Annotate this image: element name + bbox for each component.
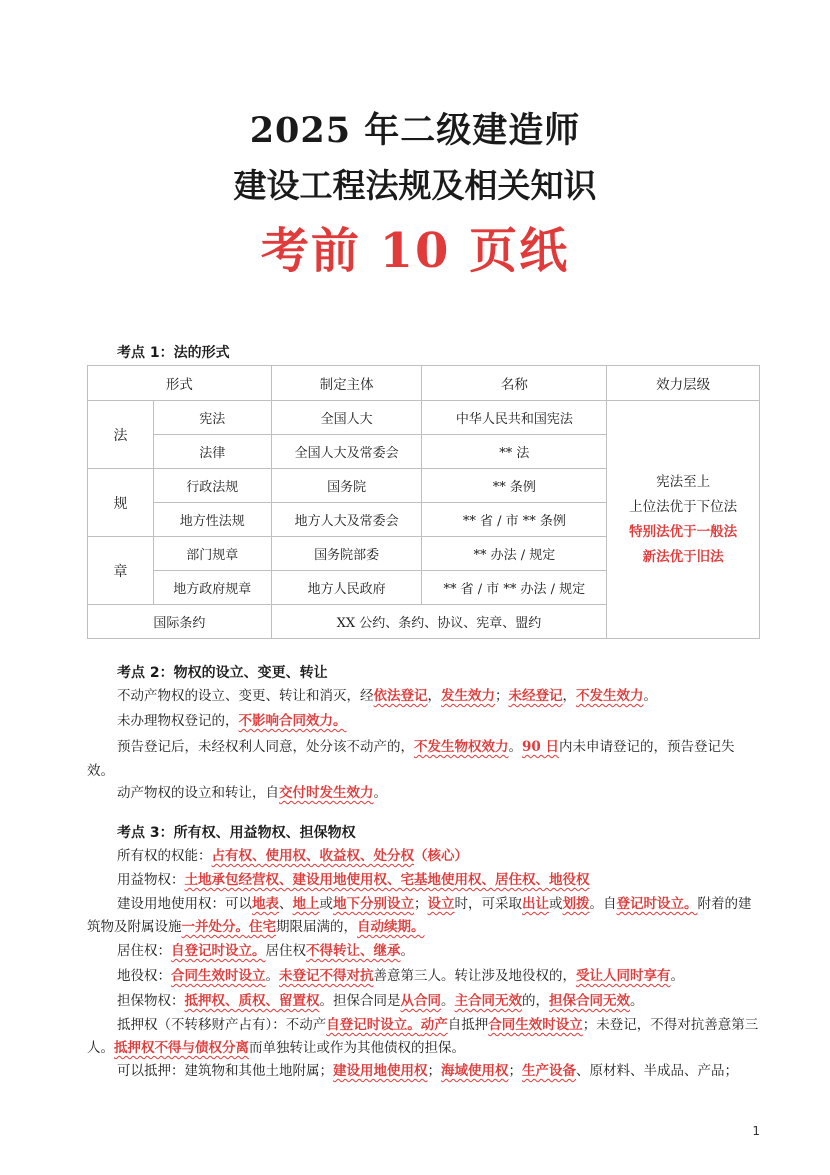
text: ； (427, 1063, 441, 1079)
text: 。 (630, 993, 644, 1009)
text: 。担保合同是 (319, 993, 401, 1009)
paragraph (87, 870, 760, 890)
effect-line: 宪法至上 (656, 473, 711, 490)
text: 动产物权的设立和转让，自 (117, 785, 279, 801)
paragraph (87, 735, 760, 783)
text: ； (414, 896, 428, 912)
section-title-kp1: 考点 1：法的形式 (117, 345, 230, 361)
effect-line-highlight: 特别法优于一般法 (629, 523, 738, 540)
highlight: 建设用地使用权 (333, 1063, 428, 1079)
section-title-kp3: 考点 3：所有权、用益物权、担保物权 (117, 825, 356, 841)
law-forms-table (87, 365, 760, 639)
text: 。 (441, 993, 455, 1009)
doc-title-exam: 2025 年二级建造师 (249, 110, 581, 151)
highlight: 动产 (420, 1017, 448, 1033)
highlight: 自登记时设立。 (171, 943, 266, 959)
section-title-kp2: 考点 2：物权的设立、变更、转让 (117, 665, 328, 681)
cell-name: 中华人民共和国宪法 (422, 401, 607, 435)
paragraph (87, 686, 760, 706)
text: 、 (279, 896, 293, 912)
effect-line-highlight: 新法优于旧法 (642, 548, 724, 565)
effect-cell (607, 401, 760, 639)
text: ；未登记，不得对抗善意第三人。 (87, 1017, 759, 1056)
highlight: 主合同无效 (454, 993, 522, 1009)
text: 可以抵押：建筑物和其他土地附属； (117, 1063, 333, 1079)
cell-name: ** 法 (422, 435, 607, 469)
text: 或 (549, 896, 563, 912)
paragraph (87, 893, 760, 939)
col-header-body: 制定主体 (271, 366, 422, 401)
text: ； (508, 1063, 522, 1079)
highlight: 地下分别设立 (333, 896, 414, 912)
cell-name: ** 省 / 市 ** 办法 / 规定 (422, 571, 607, 605)
cell-name: XX 公约、条约、协议、宪章、盟约 (271, 605, 606, 639)
text: 内未申请登记的，预告登记失效。 (87, 739, 735, 779)
doc-title-subject: 建设工程法规及相关知识 (233, 166, 597, 205)
highlight: 合同生效时设立 (171, 968, 266, 984)
highlight: 一并处分。 (181, 919, 249, 935)
text: 。 (670, 968, 684, 984)
page-number: 1 (752, 1124, 760, 1138)
text: 。自 (589, 896, 617, 912)
highlight: 抵押权不得与债权分离 (114, 1040, 249, 1056)
highlight: 出让 (522, 896, 549, 912)
text: 居住权： (117, 943, 171, 959)
col-header-form: 形式 (88, 366, 272, 401)
paragraph (87, 783, 760, 803)
cell-body: 国务院 (271, 469, 422, 503)
text: 的， (522, 993, 549, 1009)
text: 担保物权： (117, 993, 185, 1009)
text: ， (562, 688, 576, 704)
group-zhang: 章 (88, 537, 154, 605)
highlight: 受让人同时享有 (576, 968, 671, 984)
highlight: 地上 (292, 896, 320, 912)
highlight: 不发生物权效力 (414, 739, 509, 755)
cell-body: 全国人大 (271, 401, 422, 435)
paragraph (87, 711, 760, 731)
highlight: 不发生效力 (576, 688, 644, 704)
text: 地役权： (117, 968, 171, 984)
highlight: 未登记不得对抗 (279, 968, 374, 984)
paragraph (87, 941, 760, 961)
highlight: 抵押权、质权、留置权 (184, 993, 320, 1009)
highlight: 不得转让、继承 (306, 943, 401, 959)
text: 。 (643, 688, 657, 704)
text: 。 (373, 785, 387, 801)
highlight: 未经登记 (508, 688, 563, 704)
cell-name: ** 省 / 市 ** 条例 (422, 503, 607, 537)
text: 、原材料、半成品、产品； (576, 1063, 738, 1079)
paragraph (87, 846, 760, 866)
highlight: 占有权、使用权、收益权、处分权 (211, 848, 414, 864)
text: 不动产物权的设立、变更、转让和消灭，经 (117, 688, 374, 704)
cell-body: 全国人大及常委会 (271, 435, 422, 469)
highlight: 不影响合同效力。 (238, 713, 347, 729)
highlight: 发生效力 (441, 688, 495, 704)
highlight: 自登记时设立。 (326, 1017, 421, 1033)
highlight: 担保合同无效 (549, 993, 630, 1009)
highlight: 交付时发生效力 (279, 785, 374, 801)
highlight: 自动续期。 (357, 919, 425, 935)
highlight: 90 日 (522, 739, 559, 755)
text: ； (495, 688, 509, 704)
col-header-name: 名称 (422, 366, 607, 401)
effect-line: 上位法优于下位法 (629, 498, 738, 515)
cell-form: 宪法 (153, 401, 271, 435)
table-header-row (88, 366, 760, 401)
cell-form: 地方性法规 (153, 503, 271, 537)
cell-form: 地方政府规章 (153, 571, 271, 605)
text: 预告登记后，未经权利人同意，处分该不动产的， (117, 739, 414, 755)
highlight: 住宅 (249, 919, 276, 935)
paragraph (87, 966, 760, 986)
cell-body: 地方人民政府 (271, 571, 422, 605)
text: 期限届满的， (276, 919, 357, 935)
cell-form: 行政法规 (153, 469, 271, 503)
highlight: 土地承包经营权、建设用地使用权、宅基地使用权、居住权、地役权 (184, 872, 590, 888)
highlight: 地表 (252, 896, 279, 912)
text: 。 (265, 968, 279, 984)
cell-body: 国务院部委 (271, 537, 422, 571)
highlight: （核心） (414, 848, 468, 864)
text: 抵押权（不转移财产占有）：不动产 (117, 1017, 327, 1033)
text: 自抵押 (447, 1017, 489, 1033)
text: 。 (508, 739, 522, 755)
text: ， (427, 688, 441, 704)
cell-form: 部门规章 (153, 537, 271, 571)
highlight: 划拨 (562, 896, 590, 912)
cell-form: 国际条约 (88, 605, 272, 639)
paragraph (87, 1061, 760, 1081)
text: 善意第三人。转让涉及地役权的， (373, 968, 576, 984)
cell-form: 法律 (153, 435, 271, 469)
highlight: 设立 (427, 896, 455, 912)
paragraph (87, 1014, 760, 1060)
text: 。 (400, 943, 414, 959)
cell-name: ** 办法 / 规定 (422, 537, 607, 571)
highlight: 从合同 (400, 993, 441, 1009)
text: 用益物权： (117, 872, 185, 888)
text: 时，可采取 (454, 896, 522, 912)
table-row (88, 401, 760, 435)
highlight: 海域使用权 (441, 1063, 509, 1079)
text: 未办理物权登记的， (117, 713, 239, 729)
group-fa: 法 (88, 401, 154, 469)
doc-title-pages: 考前 10 页纸 (260, 223, 570, 279)
text: 所有权的权能： (117, 848, 212, 864)
text: 或 (319, 896, 333, 912)
highlight: 生产设备 (522, 1063, 576, 1079)
text: 而单独转让或作为其他债权的担保。 (249, 1040, 465, 1056)
cell-name: ** 条例 (422, 469, 607, 503)
text: 居住权 (265, 943, 306, 959)
group-gui: 规 (88, 469, 154, 537)
highlight: 合同生效时设立 (488, 1017, 583, 1033)
text: 建设用地使用权：可以 (117, 896, 252, 912)
col-header-effect: 效力层级 (607, 366, 760, 401)
cell-body: 地方人大及常委会 (271, 503, 422, 537)
paragraph (87, 991, 760, 1011)
highlight: 依法登记 (373, 688, 428, 704)
text: 附着的建筑物及附属设施 (87, 896, 752, 935)
highlight: 登记时设立。 (616, 896, 698, 912)
